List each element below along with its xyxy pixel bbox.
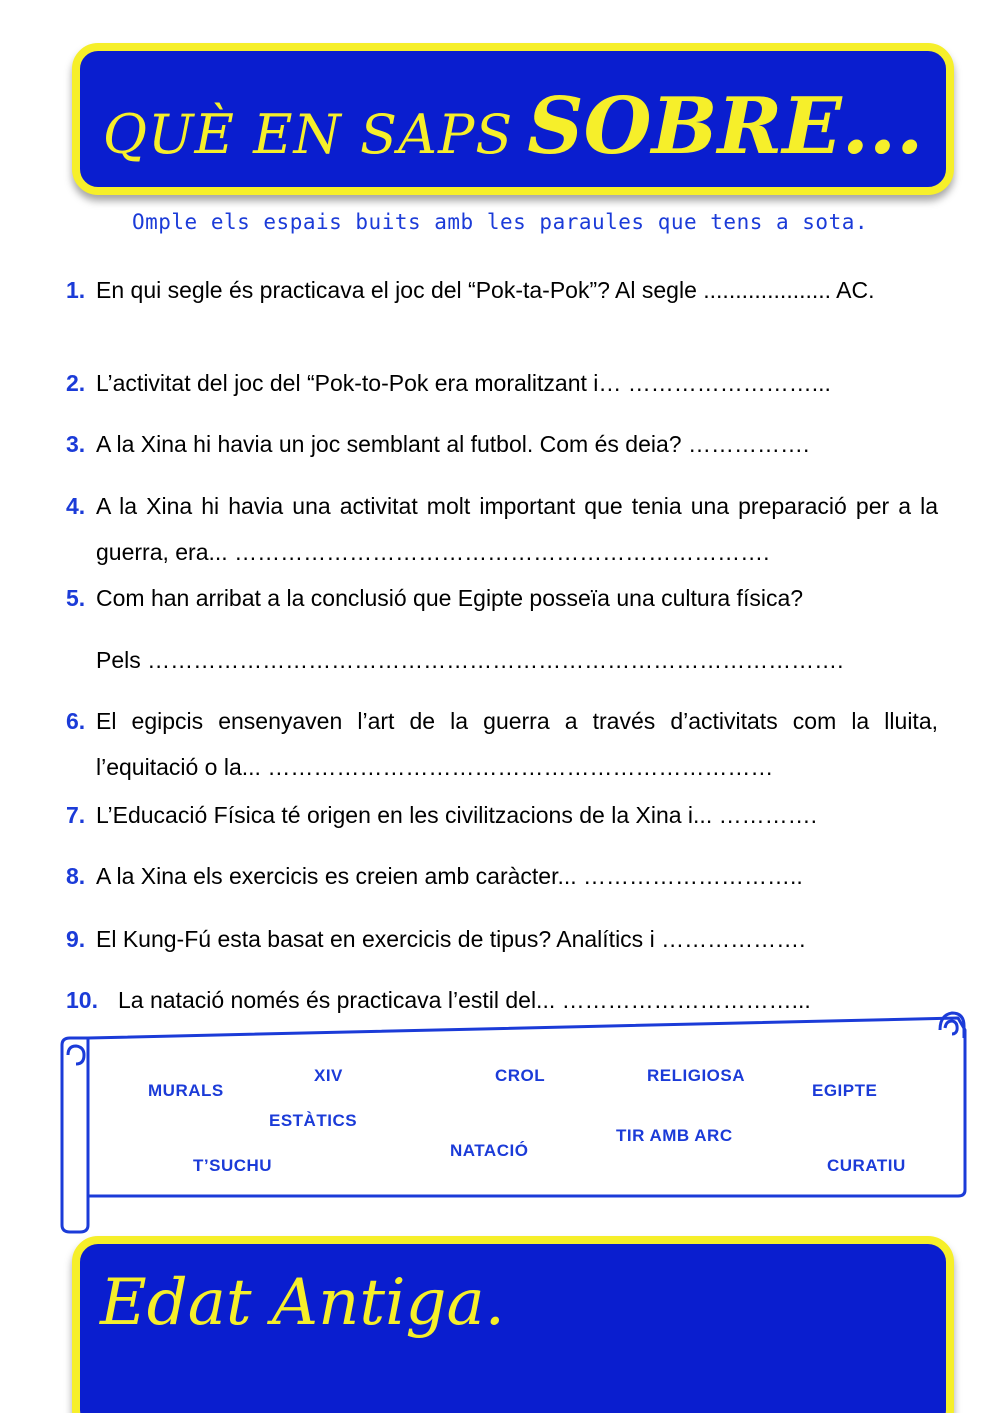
question-text: Com han arribat a la conclusió que Egipte posseïa una cultura física? [96, 585, 804, 611]
question-number: 7. [66, 802, 86, 828]
word-bank-item: MURALS [148, 1081, 224, 1100]
footer-title: Edat Antiga. [100, 1266, 505, 1340]
question-number: 4. [66, 493, 86, 519]
title-big: SOBRE... [527, 81, 924, 172]
question-number: 6. [66, 708, 86, 734]
word-bank-item: TIR AMB ARC [616, 1126, 733, 1145]
question-text: A la Xina els exercicis es creien amb caràcter... ……………………….. [96, 863, 803, 889]
word-bank-item: CROL [495, 1066, 546, 1085]
question-number: 1. [66, 277, 86, 303]
question-number: 10. [66, 987, 98, 1013]
question-number: 3. [66, 431, 86, 457]
question-text: L’activitat del joc del “Pok-to-Pok era moralitzant i… ……………………... [96, 370, 831, 396]
word-bank-item: ESTÀTICS [269, 1111, 358, 1130]
word-bank-item: T’SUCHU [193, 1156, 273, 1175]
question-text: En qui segle és practicava el joc del “Pok-ta-Pok”? Al segle .................... AC. [96, 277, 875, 303]
title-small: QUÈ EN SAPS [102, 103, 514, 166]
question-text: A la Xina hi havia un joc semblant al futbol. Com és deia? ……………. [96, 431, 810, 457]
question-text: Pels ………………………………………………………………………………. [96, 647, 844, 673]
question-number: 8. [66, 863, 86, 889]
question-text: El egipcis ensenyaven l’art de la guerra a través d’activitats com la lluita, l’equitació o la... ………………………………………………………… [96, 708, 938, 780]
instruction-text: Omple els espais buits amb les paraules que tens a sota. [131, 210, 868, 234]
question-number: 2. [66, 370, 86, 396]
word-bank-item: XIV [314, 1066, 343, 1085]
word-bank-item: CURATIU [827, 1156, 906, 1175]
question-text: La natació només és practicava l’estil del... …………………………... [118, 987, 811, 1013]
question-text: L’Educació Física té origen en les civilitzacions de la Xina i... …………. [96, 802, 817, 828]
question-number: 5. [66, 585, 86, 611]
question-number: 9. [66, 926, 86, 952]
word-bank-item: EGIPTE [812, 1081, 878, 1100]
question-text: A la Xina hi havia una activitat molt important que tenia una preparació per a la guerra, era... ……………………………………………………………. [96, 493, 938, 565]
question-text: El Kung-Fú esta basat en exercicis de tipus? Analítics i ………………. [96, 926, 806, 952]
word-bank-item: NATACIÓ [450, 1141, 529, 1160]
word-bank-item: RELIGIOSA [647, 1066, 746, 1085]
footer-banner [72, 1236, 954, 1413]
